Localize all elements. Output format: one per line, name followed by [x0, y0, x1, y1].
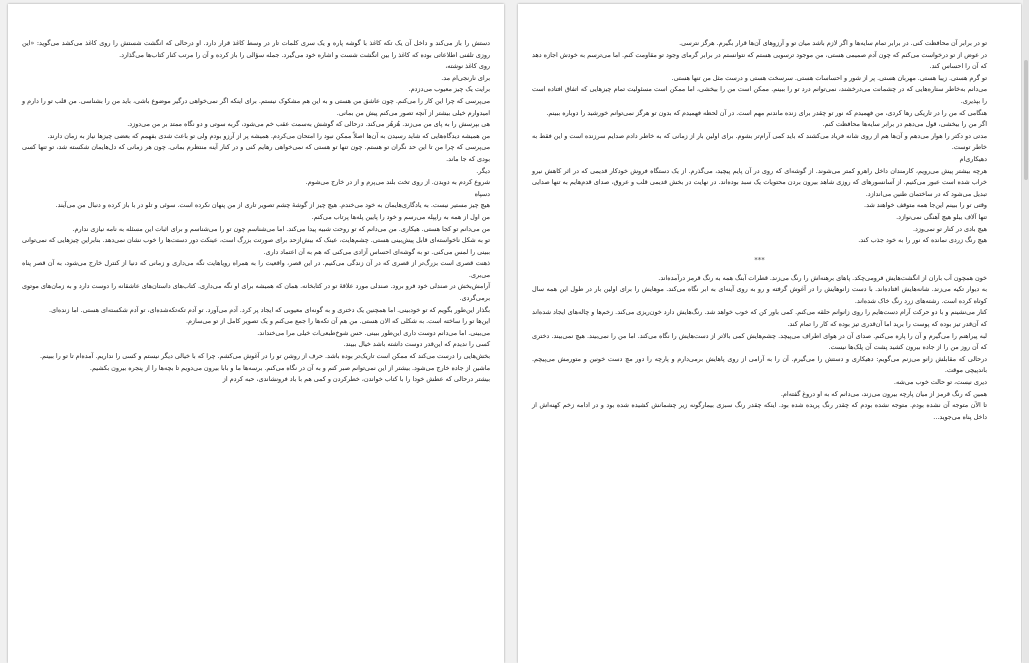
paragraph: ذهنت قصری است بزرگ‌تر از قصری که در آن زندگی می‌کنیم. در این قصر، واقعیت را به همراه رویاهایت نگه می‌داری و زمانی که دنیا از کنترل خارج می‌شود، به آن قصر پناه می‌بری. — [22, 259, 490, 279]
paragraph: در عوض از تو درخواست می‌کنم که چون آدم صمیمی هستی، من موجود ترسویی هستم که نتوانستم در برابر گرمای وجود تو مقاومت کنم. اما می‌ترسم به خودش اجازه دهد که آن را احساس کند. — [532, 50, 987, 71]
paragraph: خون همچون آب باران از انگشت‌هایش فرومی‌چکد. پاهای برهنه‌اش را رنگ می‌زند. قطرات آبنگ همه به رنگ قرمز درآمده‌اند. — [658, 273, 987, 282]
page-text-body — [22, 38, 490, 386]
paragraph: من می‌دانم تو کجا هستی. هیکاری. من می‌دانم که تو روحت شبیه پیدا می‌کند. اما می‌شناسم چون تو را می‌شناسم و برای اثبات این مسئله به نامه نیازی ندارم. — [72, 224, 490, 233]
paragraph: دستش را باز می‌کند و داخل آن یک تکه کاغذ با گوشه پاره و یک سری کلمات تار در وسط کاغذ قرار دارد. او درحالی که انگشت شستش را روی کاغذ می‌کشد می‌گوید: «این روزی تلفنی اطلاعاتی بوده که کاغذ را بین انگشت شست و اشاره خود می‌گیرد. جمله سؤالی را باز کرده و آن را مرتب کنار کتاب‌ها می‌گذارد. — [22, 39, 490, 59]
paragraph: بیشتر درحالی که عطش خودا را با کتاب خواندن، خطرکردن و کمی هم با باد فرونشاندی، حبه کردم از — [222, 375, 490, 384]
paragraph: هیچ رنگ زردی نمانده که نور را به خود جذب کند. — [858, 236, 987, 245]
paragraph: اگر من را بیخشی، قول می‌دهم در برابر سایه‌ها محافظت کنم. — [822, 120, 987, 129]
document-page-left — [8, 4, 504, 663]
paragraph: هنگامی که من را در تاریکی رها کردی، من فهمیدم که نور تو چقدر برای زنده ماندنم مهم است. در آن لحظه فهمیدم که بدون تو هرگز نمی‌توانم خورشید را دوباره ببینم. — [546, 108, 987, 117]
paragraph: دیگر. — [476, 166, 490, 175]
paragraph: روی کاغذ نوشته، — [445, 62, 490, 71]
paragraph: می‌پرسی که چرا من تا این حد نگران تو هستم. چون تنها تو هستی که نمی‌خواهی رهایم کنی و در کنار آینه منتظرم بمانی. چون هر زمانی که دل‌هایمان شکسته شد، تو تنها کسی بودی که جا ماند. — [22, 143, 490, 163]
paragraph: بخش‌هایی را درست می‌کند که ممکن است تاریک‌تر بوده باشد. حرف از روشن تو را در آغوش می‌کشم. چرا که با خیالی دیگر نیستم و کسی را نداریم. آمده‌ام تا تو را ببینم. — [40, 352, 490, 361]
paragraph: دهیکاری‌ام — [959, 154, 987, 163]
paragraph: هیچ بادی در کنار تو نمی‌وزد. — [912, 224, 987, 233]
paragraph: تو گرم هستی. زیبا هستی. مهربان هستی. پر از شور و احساسات هستی. سرسخت هستی و درست مثل من تنها هستی. — [671, 73, 987, 82]
paragraph: من اول از همه به راپپله می‌رسم و خود را پایین پله‌ها پرتاب می‌کنم. — [311, 212, 490, 221]
paragraph: تو به شکل ناخواسته‌ای قابل پیش‌بینی هستی. چشم‌هایت، عینک که بیش‌ازحد برای صورتت بزرگ است، عینکت دور دستت‌ها را خوب نشان نمی‌دهد. بنابراین چیزهایی که نمی‌توانی ببینی را لمس می‌کنی. تو به گوشه‌ای احساس آزادی می‌کنی که هم به آن اعتماد داری. — [22, 236, 490, 256]
paragraph: می‌پرسی که چرا این کار را می‌کنم. چون عاشق من هستی و به این هم مشکوک نیستم. برای اینکه اگر نمی‌خواهی درگیر موضوع باشی، باید من را بشناسی. من قلب تو را دارم و امیدوارم خیلی بیشتر از آنچه تصور می‌کنم پیش من بمانی. — [22, 96, 490, 117]
paragraph: شروع کردم به دویدن. از روی تخت بلند می‌پرم و از در خارج می‌شوم. — [305, 178, 490, 187]
paragraph: برای نارنجی‌ام ‌مد. — [441, 73, 490, 82]
paragraph: کنار می‌نشینم و با دو حرکت آرام دست‌هایم را روی زانوانم حلقه می‌کنم. کمی باور کن که خوب خواهد شد. رنگ‌هایش دارد خون‌ریزی می‌کند. زخم‌ها و چاله‌های ایجاد شده‌اند که آن‌قدر تیز بوده که پوست را برید اما آن‌قدری تیز بوده که کار را تمام کند. — [532, 308, 987, 329]
paragraph: همین که رنگ قرمز از میان پارچه بیرون می‌زند، می‌دانم که به او دروغ گفته‌ام. — [780, 389, 987, 398]
paragraph: مدتی دو دکتر را هوار می‌دهم و آن‌ها هم از روی شانه فریاد می‌کشند که باید کمی آرام‌تر بشوم. برای اولین بار از زمانی که به خاطر دادم صدایم سرزنده است و این فقط به خاطر توست. — [532, 131, 987, 152]
paragraph: برایت یک چیز معیوب می‌دزدم. — [408, 85, 490, 94]
section-separator: *** — [754, 255, 765, 264]
paragraph: دیری نیست، تو حالت خوب می‌شه. — [893, 378, 987, 387]
scrollbar-thumb[interactable] — [1024, 60, 1028, 180]
paragraph: درحالی که مقابلش زانو می‌زنم می‌گویم: دهیکاری و دستش را می‌گیرم. آن را به آرامی از روی پاهایش برمی‌دارم و پارچه را دور مچ دست خونین و متورمش می‌پیچم. باندپیچی موقت. — [532, 354, 987, 375]
paragraph: می‌بینی. اما می‌دانم دوست داری این‌طور ببینی. حس شوخ‌طبعی‌ات خیلی مرا می‌خنداند. — [257, 328, 490, 337]
paragraph: می‌دانم به‌خاطر ستاره‌هایی که در چشمانت می‌درخشند، نمی‌توانم درد تو را ببینم. ممکن است من را بیخشی، اما ممکن است مسئولیت تمام چیزهایی که اتفاق افتاده است را بپذیری. — [532, 85, 987, 105]
paragraph: دسپاه — [474, 189, 490, 198]
paragraph: ماشین از جاده خارج می‌شود. بیشتر از این نمی‌توانم صبر کنم و به آن در نگاه می‌کنم. برسه‌ها ما و بابا بیرون می‌دویم تا بچه‌ها را از پنجره بیرون بکشیم. — [89, 363, 490, 372]
page-text-body — [532, 38, 987, 423]
paragraph: لبه پیراهنم را می‌گیرم و آن را پاره می‌کنم. صدای آن در هوای اطراف می‌پیچد. چشم‌هایش کمی بالاتر از دست‌هایش را نگاه می‌کند. اما من را نمی‌بیند. هیچ نمی‌بیند. دختری که آن روز من را از جاده بیرون کشید پشت آن پلک‌ها نیست. — [532, 331, 987, 352]
paragraph: هرچه بیشتر پیش می‌رویم، کارمندان داخل راهرو کمتر می‌شوند. از گوشه‌ای که روی در آن پایم پیچید، می‌گذرم. از یک دستگاه فروش خودکار قدیمی که در اثر کاهش نیرو خراب شده است عبور می‌کنیم. از آسانسورهای که روزی شاهد بیرون بردن محتویات یک سبد بوده‌اند. در نهایت در بخش قدیمی قلب و عروق، صدای قدم‌هایم به تنها صدایی تبدیل می‌شود که در ساختمان طنین می‌اندازد. — [532, 166, 987, 198]
paragraph: هی بپرسش را به پای من می‌زند. هُرهُر می‌کند. درحالی که گوشش به‌سمت عقب خم می‌شود، گربه سوتی و دو نگاه ممتد بر من می‌دوزد. — [127, 120, 490, 129]
paragraph: این‌ها تو را ساخته است. به شکلی که الان هستی. من هم آن تکه‌ها را جمع می‌کنم و یک تصویر کامل از تو می‌سازم. — [185, 317, 490, 326]
document-page-right — [518, 4, 1021, 663]
paragraph: آرامش‌بخش در صندلی خود فرو برود. صندلی مورد علاقهٔ تو در کتابخانه. همان که همیشه برای او نگه می‌داری. کتاب‌های داستان‌های عاشقانه را دوست دارد و به زمان‌های موتوی برمی‌گردی. — [22, 282, 490, 303]
paragraph: به دیوار تکیه می‌زند. شانه‌هایش افتاده‌اند. با دست زانوهایش را در آغوش گرفته و رو به روی آینه‌ای به ابر نگاه می‌کند. موهایش را برای اولین بار در طول این همه سال کوتاه کرده است. رشته‌های زرد رنگ خاک شده‌اند. — [532, 285, 987, 305]
paragraph: تو در برابر آن محافظت کنی. در برابر تمام سایه‌ها و اگر لازم باشد میان تو و آرزوهای آن‌ها قرار بگیرم. هرگز نترسی. — [679, 39, 987, 47]
paragraph: وقتی تو را ببینم این‌جا همه متوقف خواهند شد. — [864, 201, 987, 210]
paragraph: من همیشه دیدگاه‌هایی که شاید رسیدن به آن‌ها اصلاً ممکن نبود را امتحان می‌کردم. همیشه پر از آرزو بودم ولی تو باعث شدی بفهمم که بعضی چیزها نیاز به زمان دارند. — [47, 131, 490, 140]
paragraph: هیچ چیز مستیر نیست. به یادگاری‌هایمان به خود می‌خندم. هیچ چیز از گوشهٔ چشم تصویر تاری از من پنهان نکرده است. سوئی و تلو در با باز کرده و دنبال من می‌آیند. — [55, 201, 490, 210]
paragraph: تا الآن متوجه آن نشده بودم. متوجه نشده بودم که چقدر رنگ پریده شده بود. اینکه چقدر رنگ سبزی بیمارگونه زیر چشمانش کشیده شده بود و در ادامه زخم کهنه‌اش از داخل پناه می‌جوید... — [532, 401, 987, 421]
paragraph: تنها آلاف یبلو هیچ آهنگی نمی‌نوازد. — [896, 212, 987, 221]
paragraph: کسی را ندیدم که این‌قدر دوست داشته باشد خیال ببیند. — [343, 340, 490, 349]
vertical-scrollbar[interactable] — [1023, 0, 1029, 663]
paragraph: بگذار این‌طور بگویم که تو خود‌بینی. اما همچنین یک دختری و به گونه‌ای معیوبی که ایجاد پر کرد. آدم می‌آورد. تو آدم تکه‌تکه‌شده‌ای، تو آدم شکسته‌ای هستی. اما زنده‌ای. — [49, 305, 490, 314]
